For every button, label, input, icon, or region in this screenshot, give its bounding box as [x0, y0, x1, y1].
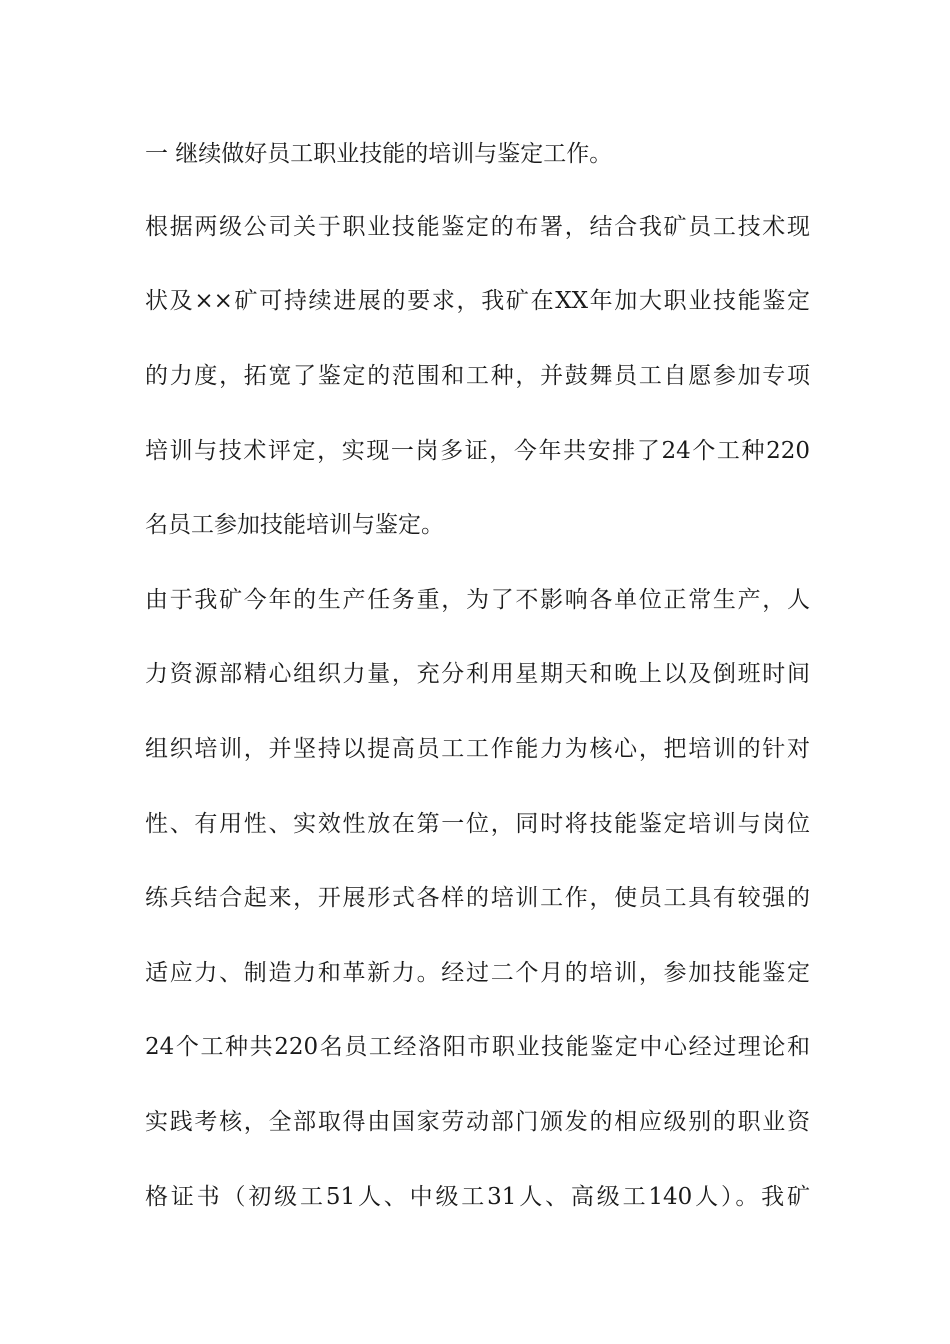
paragraph-line: 由于我矿今年的生产任务重，为了不影响各单位正常生产，人: [145, 587, 810, 613]
section-heading: 一 继续做好员工职业技能的培训与鉴定工作。: [145, 141, 613, 167]
paragraph-line: 练兵结合起来，开展形式各样的培训工作，使员工具有较强的: [145, 885, 810, 911]
paragraph-line: 名员工参加技能培训与鉴定。: [145, 512, 444, 538]
paragraph-line: 性、有用性、实效性放在第一位，同时将技能鉴定培训与岗位: [145, 811, 810, 837]
paragraph-line: 的力度，拓宽了鉴定的范围和工种，并鼓舞员工自愿参加专项: [145, 363, 810, 389]
paragraph-line: 适应力、制造力和革新力。经过二个月的培训，参加技能鉴定: [145, 960, 810, 986]
paragraph-line: 组织培训，并坚持以提高员工工作能力为核心，把培训的针对: [145, 736, 810, 762]
paragraph-line: 24个工种共220名员工经洛阳市职业技能鉴定中心经过理论和: [145, 1034, 810, 1060]
paragraph-line: 根据两级公司关于职业技能鉴定的布署，结合我矿员工技术现: [145, 214, 810, 240]
paragraph-line: 格证书（初级工51人、中级工31人、高级工140人）。我矿: [145, 1184, 810, 1210]
paragraph-line: 力资源部精心组织力量，充分利用星期天和晚上以及倒班时间: [145, 661, 810, 687]
paragraph-line: 状及××矿可持续进展的要求，我矿在XX年加大职业技能鉴定: [145, 288, 810, 314]
paragraph-line: 实践考核，全部取得由国家劳动部门颁发的相应级别的职业资: [145, 1109, 810, 1135]
paragraph-line: 培训与技术评定，实现一岗多证，今年共安排了24个工种220: [145, 438, 810, 464]
